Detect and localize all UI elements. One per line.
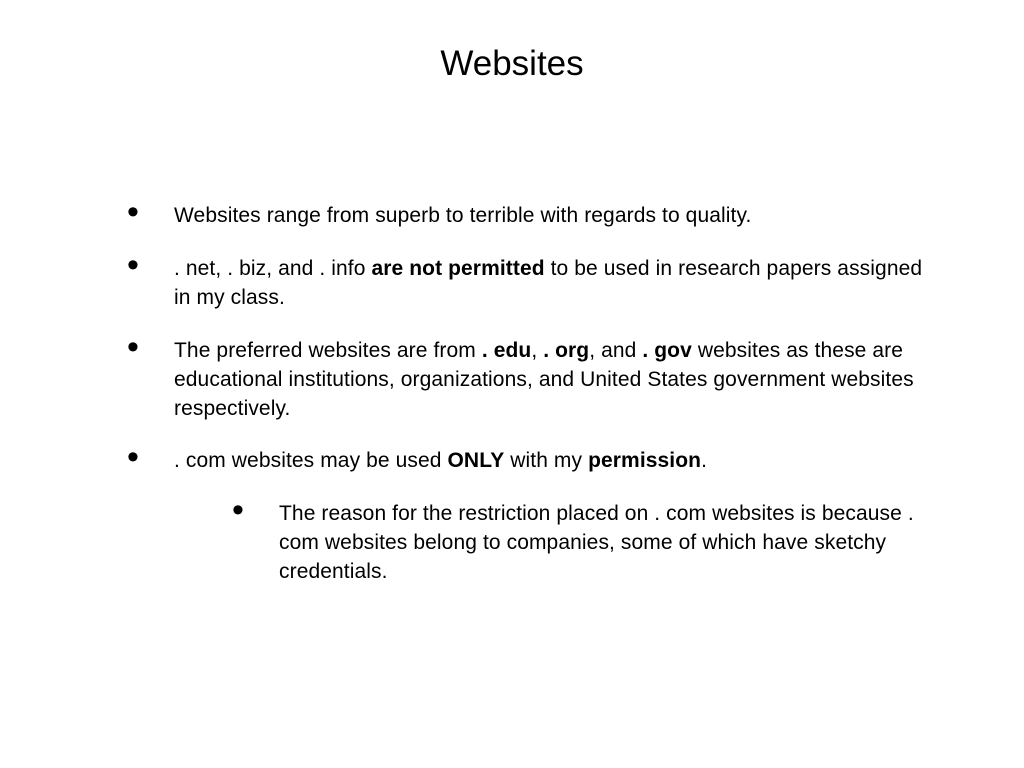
bullet-text-bold: ONLY <box>447 449 505 472</box>
sub-bullet-item <box>232 491 919 586</box>
bullet-text-bold: . gov <box>642 339 692 362</box>
bullet-text <box>174 339 914 420</box>
bullet-text-part: The preferred websites are from <box>174 339 482 362</box>
bullet-dot: • <box>127 193 140 231</box>
bullet-text-bold: . org <box>543 339 590 362</box>
bullet-item <box>127 246 934 312</box>
bullet-text-bold: permission <box>588 449 702 472</box>
bullet-item <box>127 438 934 476</box>
bullet-text-part: The reason for the restriction placed on . com websites is because . com websites belong to companies, some of which have sketchy credentials. <box>279 502 914 583</box>
bullet-dot: • <box>127 246 140 284</box>
bullet-text-part: to be used in research papers assigned in my class. <box>174 257 923 309</box>
bullet-text-part: . com websites may be used <box>174 449 448 472</box>
bullet-dot: • <box>127 328 140 366</box>
bullet-text-part: . <box>701 449 708 472</box>
bullet-text-part: . net, . biz, and . info <box>174 257 372 280</box>
bullet-text <box>174 257 922 309</box>
bullet-item <box>127 328 934 423</box>
bullet-text-part: , and <box>589 339 643 362</box>
sub-bullet-text <box>279 502 914 583</box>
bullet-item <box>127 193 934 231</box>
bullet-text-part: , <box>531 339 544 362</box>
bullet-text-bold: . edu <box>481 339 532 362</box>
bullet-text <box>174 449 707 472</box>
bullet-text <box>174 204 751 227</box>
bullet-text-part: websites as these are educational institutions, organizations, and United States government websites respectively. <box>174 339 914 420</box>
bullet-text-bold: are not permitted <box>371 257 545 280</box>
slide-title: Websites <box>440 44 584 83</box>
bullet-text-part: with my <box>504 449 589 472</box>
bullet-dot: • <box>127 438 140 476</box>
bullet-dot: • <box>232 491 245 529</box>
bullet-text-part: Websites range from superb to terrible with regards to quality. <box>174 204 752 227</box>
